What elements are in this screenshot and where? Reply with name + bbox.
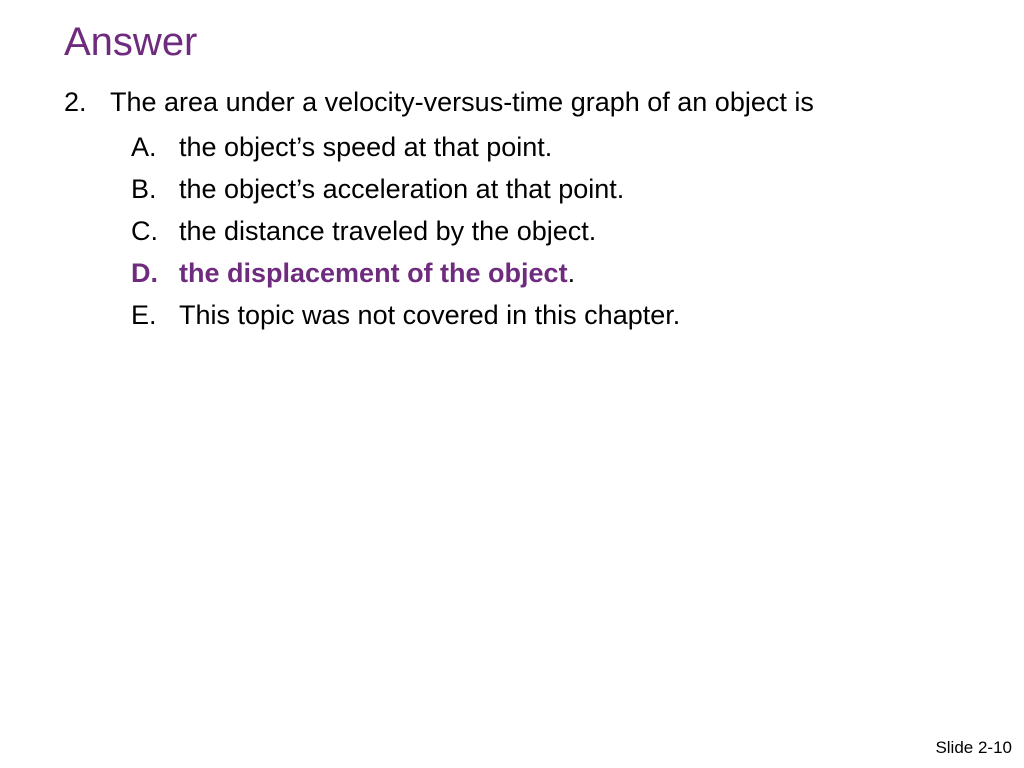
option-letter: D. <box>131 258 158 288</box>
slide-number: Slide 2-10 <box>935 738 1012 757</box>
option-letter: A. <box>131 132 157 162</box>
option-text: the object’s speed at that point. <box>179 132 553 162</box>
question-text: The area under a velocity-versus-time graph of an object is <box>110 87 814 117</box>
question-number: 2. <box>64 87 87 117</box>
answer-option-b <box>131 168 680 210</box>
option-text: This topic was not covered in this chapter. <box>179 300 681 330</box>
option-letter: C. <box>131 216 158 246</box>
slide-title: Answer <box>64 20 198 64</box>
question <box>64 84 814 120</box>
answer-option-e <box>131 294 680 336</box>
option-suffix: . <box>567 258 576 288</box>
answer-option-d-correct <box>131 252 680 294</box>
option-letter: B. <box>131 174 157 204</box>
answer-option-c <box>131 210 680 252</box>
option-text: the object’s acceleration at that point. <box>179 174 625 204</box>
option-text: the displacement of the object <box>179 258 568 288</box>
answer-option-a <box>131 126 680 168</box>
option-text: the distance traveled by the object. <box>179 216 597 246</box>
option-letter: E. <box>131 300 157 330</box>
answer-options <box>131 126 680 336</box>
